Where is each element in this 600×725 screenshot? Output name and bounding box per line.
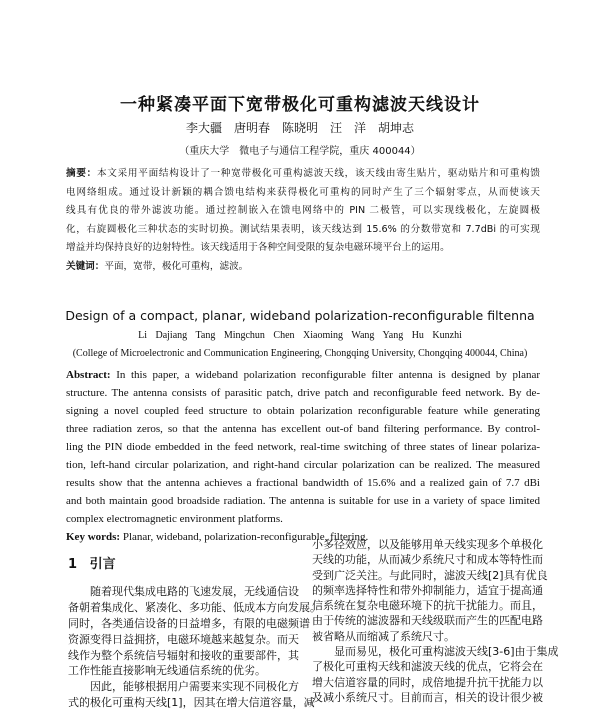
abstract-cn-line: 化，右旋圆极化三种状态的实时切换。测试结果表明，该天线达到 15.6% 的分数带宽和 7.7dBi 的可实现 bbox=[66, 223, 540, 235]
abstract-en-line: tion, left-hand circular polarization, and right-hand circular polarization can be realized. The measured bbox=[66, 459, 540, 471]
section-title: 引言 bbox=[89, 557, 116, 572]
abstract-cn-text: 本文采用平面结构设计了一种宽带极化可重构滤波天线，该天线由寄生贴片，驱动贴片和可重构馈 bbox=[96, 168, 541, 179]
body-line: 同时，各类通信设备的日益增多，有限的电磁频谱 bbox=[68, 616, 310, 630]
abstract-cn-line: 电网络组成。通过设计新颖的耦合馈电结构来获得极化可重构的同时产生了三个辐射零点，从而使该天 bbox=[66, 186, 540, 198]
abstract-en-line: complex electromagnetic environment platforms. bbox=[66, 513, 283, 525]
body-line: 因此，能够根据用户需要来实现不同极化方 bbox=[68, 680, 299, 694]
body-line: 天线的功能，从而减少系统尺寸和成本等特性而 bbox=[312, 553, 543, 567]
body-line: 被省略从而缩减了系统尺寸。 bbox=[312, 629, 455, 643]
abstract-en-line: signing a novel coupled feed structure to obtain polarization reconfigurable feature while generating bbox=[66, 405, 540, 417]
body-line: 显而易见，极化可重构滤波天线[3-6]由于集成 bbox=[312, 645, 559, 659]
english-title: Design of a compact, planar, wideband polarization-reconfigurable filtenna bbox=[65, 308, 535, 323]
body-line: 由于传统的滤波器和天线级联而产生的匹配电路 bbox=[312, 614, 543, 628]
keywords-en-label: Key words: bbox=[66, 531, 121, 543]
abstract-en-line: results show that the antenna achieves a fractional bandwidth of 15.6% and a realized gain of 7.7 dBi bbox=[66, 477, 540, 489]
section-heading bbox=[68, 553, 116, 572]
keywords-cn bbox=[66, 258, 540, 277]
body-line: 随着现代集成电路的飞速发展，无线通信设 bbox=[68, 585, 299, 598]
body-line: 信系统在复杂电磁环境下的抗干扰能力。而且， bbox=[312, 599, 543, 613]
body-line: 小多径效应，以及能够用单天线实现多个单极化 bbox=[312, 538, 543, 551]
affiliation: （重庆大学 微电子与通信工程学院，重庆 400044） bbox=[179, 146, 421, 157]
body-line: 及减小系统尺寸。目前而言，相关的设计很少被 bbox=[312, 690, 543, 704]
body-line: 资源变得日益拥挤，电磁环境越来越复杂。而天 bbox=[68, 632, 299, 646]
body-line: 备朝着集成化、紧凑化、多功能、低成本方向发展。 bbox=[68, 600, 321, 614]
abstract-en-line bbox=[66, 366, 540, 384]
abstract-cn-label: 摘要： bbox=[66, 168, 97, 179]
abstract-cn bbox=[66, 165, 540, 276]
authors: 李大疆 唐明春 陈晓明 汪 洋 胡坤志 bbox=[185, 121, 414, 135]
paper-title: 一种紧凑平面下宽带极化可重构滤波天线设计 bbox=[120, 95, 480, 115]
section-number: 1 bbox=[68, 557, 78, 572]
body-line: 线作为整个系统信号辐射和接收的重要部件，其 bbox=[68, 648, 299, 662]
english-affiliation: (College of Microelectronic and Communication Engineering, Chongqing University, Chongqing 400044, China) bbox=[72, 348, 528, 359]
keywords-cn-text: 平面，宽带，极化可重构，滤波。 bbox=[104, 260, 249, 272]
abstract-en-line: ling the PIN diode embedded in the feed network, real-time switching of three states of linear polariza- bbox=[66, 441, 540, 453]
body-line: 式的极化可重构天线[1]，因其在增大信道容量，减 bbox=[68, 696, 315, 710]
keywords-cn-label: 关键词： bbox=[66, 260, 105, 272]
right-column bbox=[312, 537, 559, 705]
abstract-cn-line: 线具有优良的带外滤波功能。通过控制嵌入在馈电网络中的 PIN 二极管，可以实现线极化，左旋圆极 bbox=[66, 205, 540, 216]
english-authors: Li Dajiang Tang Mingchun Chen Xiaoming Wang Yang Hu Kunzhi bbox=[138, 330, 462, 341]
body-line: 了极化可重构天线和滤波天线的优点，它将会在 bbox=[312, 660, 543, 674]
abstract-en-text: In this paper, a wideband polarization reconfigurable filter antenna is designed by planar bbox=[116, 369, 541, 381]
left-column bbox=[68, 584, 321, 711]
abstract-en-label: Abstract: bbox=[66, 369, 111, 381]
body-line: 的频率选择特性和带外抑制能力，适宜于提高通 bbox=[312, 583, 543, 597]
body-line: 工作性能直接影响无线通信系统的优劣。 bbox=[68, 664, 266, 678]
abstract-en-line: three radiation zeros, so that the antenna has excellent out-of band filtering performance. By control- bbox=[66, 423, 540, 435]
body-line: 受到广泛关注。与此同时，滤波天线[2]具有优良 bbox=[312, 568, 548, 582]
abstract-en-line: and both maintain good broadside radiation. The antenna is suitable for use in a variety of space limited bbox=[66, 495, 540, 507]
body-line: 增大信道容量的同时，成倍地提升抗干扰能力以 bbox=[312, 675, 543, 689]
abstract-en bbox=[66, 366, 540, 546]
abstract-en-line: structure. The antenna consists of parasitic patch, drive patch and reconfigurable feed network. By de- bbox=[66, 387, 540, 399]
abstract-cn-line bbox=[66, 165, 540, 184]
keywords-en-text: Planar, wideband, polarization-reconfigurable, filtering. bbox=[122, 531, 369, 543]
abstract-cn-line: 增益并均保持良好的边射特性。该天线适用于各种空间受限的复杂电磁环境平台上的运用。 bbox=[66, 242, 450, 253]
